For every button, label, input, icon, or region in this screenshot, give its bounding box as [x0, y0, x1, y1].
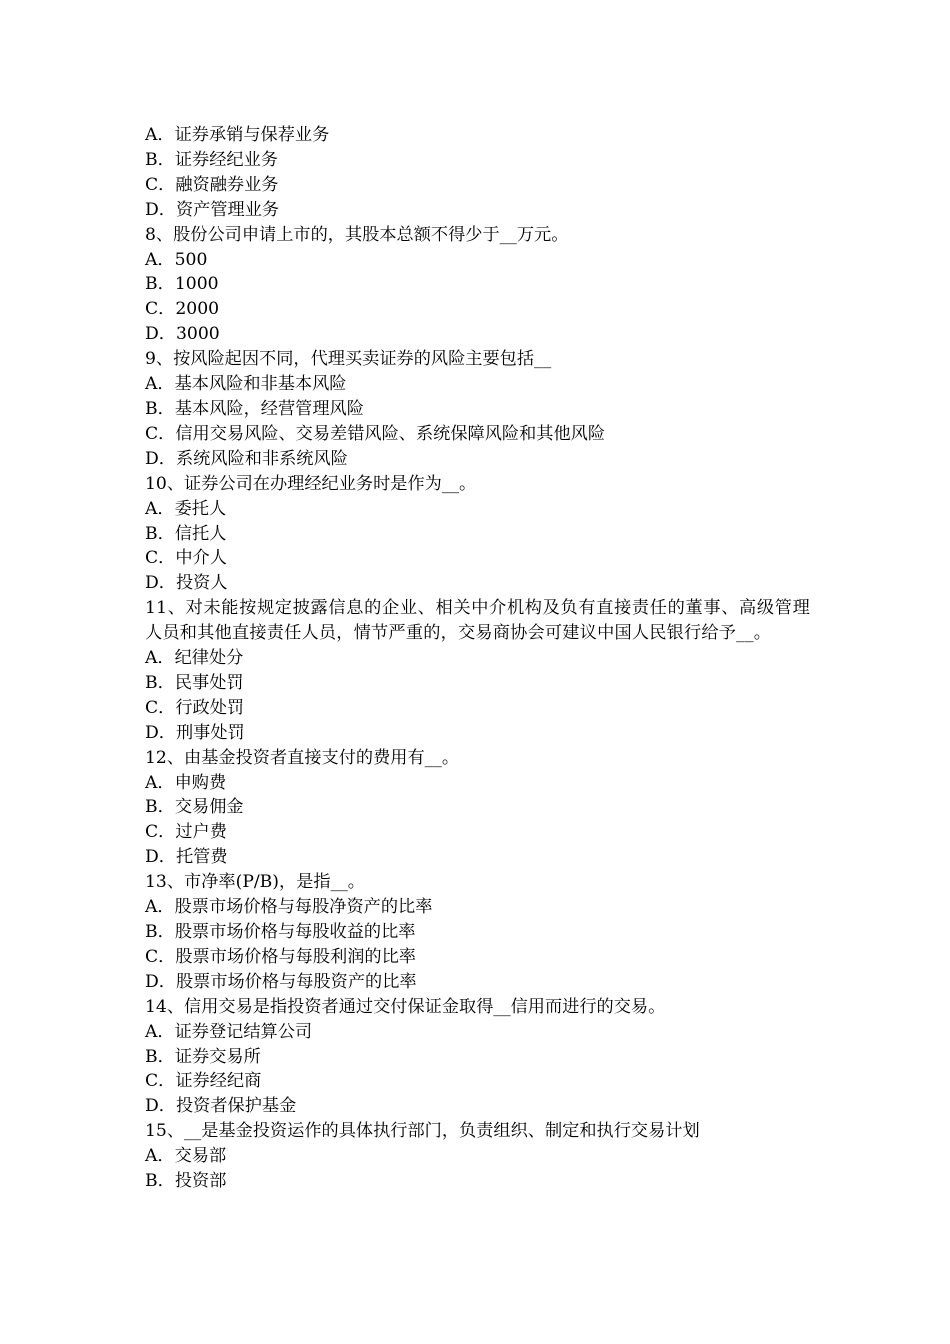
- option-b: B．证券经纪业务: [145, 149, 278, 170]
- option-d: D．股票市场价格与每股资产的比率: [145, 971, 417, 992]
- option-d: D．资产管理业务: [145, 199, 280, 220]
- option-a: A．申购费: [145, 772, 227, 793]
- option-a: A．证券登记结算公司: [145, 1021, 313, 1042]
- option-a: A．股票市场价格与每股净资产的比率: [145, 897, 433, 918]
- option-c: C．2000: [145, 299, 220, 320]
- option-d: D．托管费: [145, 847, 228, 868]
- option-d: D．投资人: [145, 573, 228, 594]
- option-c: C．股票市场价格与每股利润的比率: [145, 946, 416, 967]
- option-d: D．刑事处罚: [145, 722, 245, 743]
- question-11: 11、对未能按规定披露信息的企业、相关中介机构及负有直接责任的董事、高级管理人员和其他直接责任人员，情节严重的，交易商协会可建议中国人民银行给予__。: [145, 598, 810, 644]
- option-b: B．民事处罚: [145, 672, 244, 693]
- document-body: [145, 123, 810, 1194]
- option-a: A．委托人: [145, 498, 227, 519]
- option-c: C．中介人: [145, 548, 227, 569]
- question-14: 14、信用交易是指投资者通过交付保证金取得__信用而进行的交易。: [145, 996, 666, 1017]
- option-b: B．股票市场价格与每股收益的比率: [145, 922, 416, 942]
- question-12: 12、由基金投资者直接支付的费用有__。: [145, 747, 460, 768]
- option-a: A．交易部: [145, 1146, 227, 1167]
- option-d: D．投资者保护基金: [145, 1096, 297, 1117]
- option-b: B．证券交易所: [145, 1046, 261, 1067]
- option-b: B．基本风险，经营管理风险: [145, 398, 364, 419]
- option-b: B．1000: [145, 274, 219, 295]
- option-b: B．交易佣金: [145, 797, 244, 818]
- option-d: D．3000: [145, 324, 220, 345]
- option-c: C．行政处罚: [145, 697, 245, 718]
- option-a: A．纪律处分: [145, 648, 244, 669]
- question-9: 9、按风险起因不同，代理买卖证券的风险主要包括__: [145, 349, 552, 370]
- option-c: C．过户费: [145, 822, 227, 843]
- question-8: 8、股份公司申请上市的，其股本总额不得少于__万元。: [145, 224, 569, 245]
- option-a: A．500: [145, 249, 208, 270]
- question-13: 13、市净率(P/B)，是指__。: [145, 872, 365, 893]
- option-a: A．证券承销与保荐业务: [145, 125, 330, 145]
- option-b: B．信托人: [145, 523, 227, 544]
- option-c: C．融资融券业务: [145, 174, 279, 195]
- option-c: C．信用交易风险、交易差错风险、系统保障风险和其他风险: [145, 423, 606, 444]
- option-b: B．投资部: [145, 1171, 227, 1192]
- option-c: C．证券经纪商: [145, 1071, 262, 1092]
- question-15: 15、__是基金投资运作的具体执行部门，负责组织、制定和执行交易计划: [145, 1121, 700, 1142]
- question-10: 10、证券公司在办理经纪业务时是作为__。: [145, 473, 477, 494]
- option-a: A．基本风险和非基本风险: [145, 374, 347, 395]
- option-d: D．系统风险和非系统风险: [145, 448, 348, 469]
